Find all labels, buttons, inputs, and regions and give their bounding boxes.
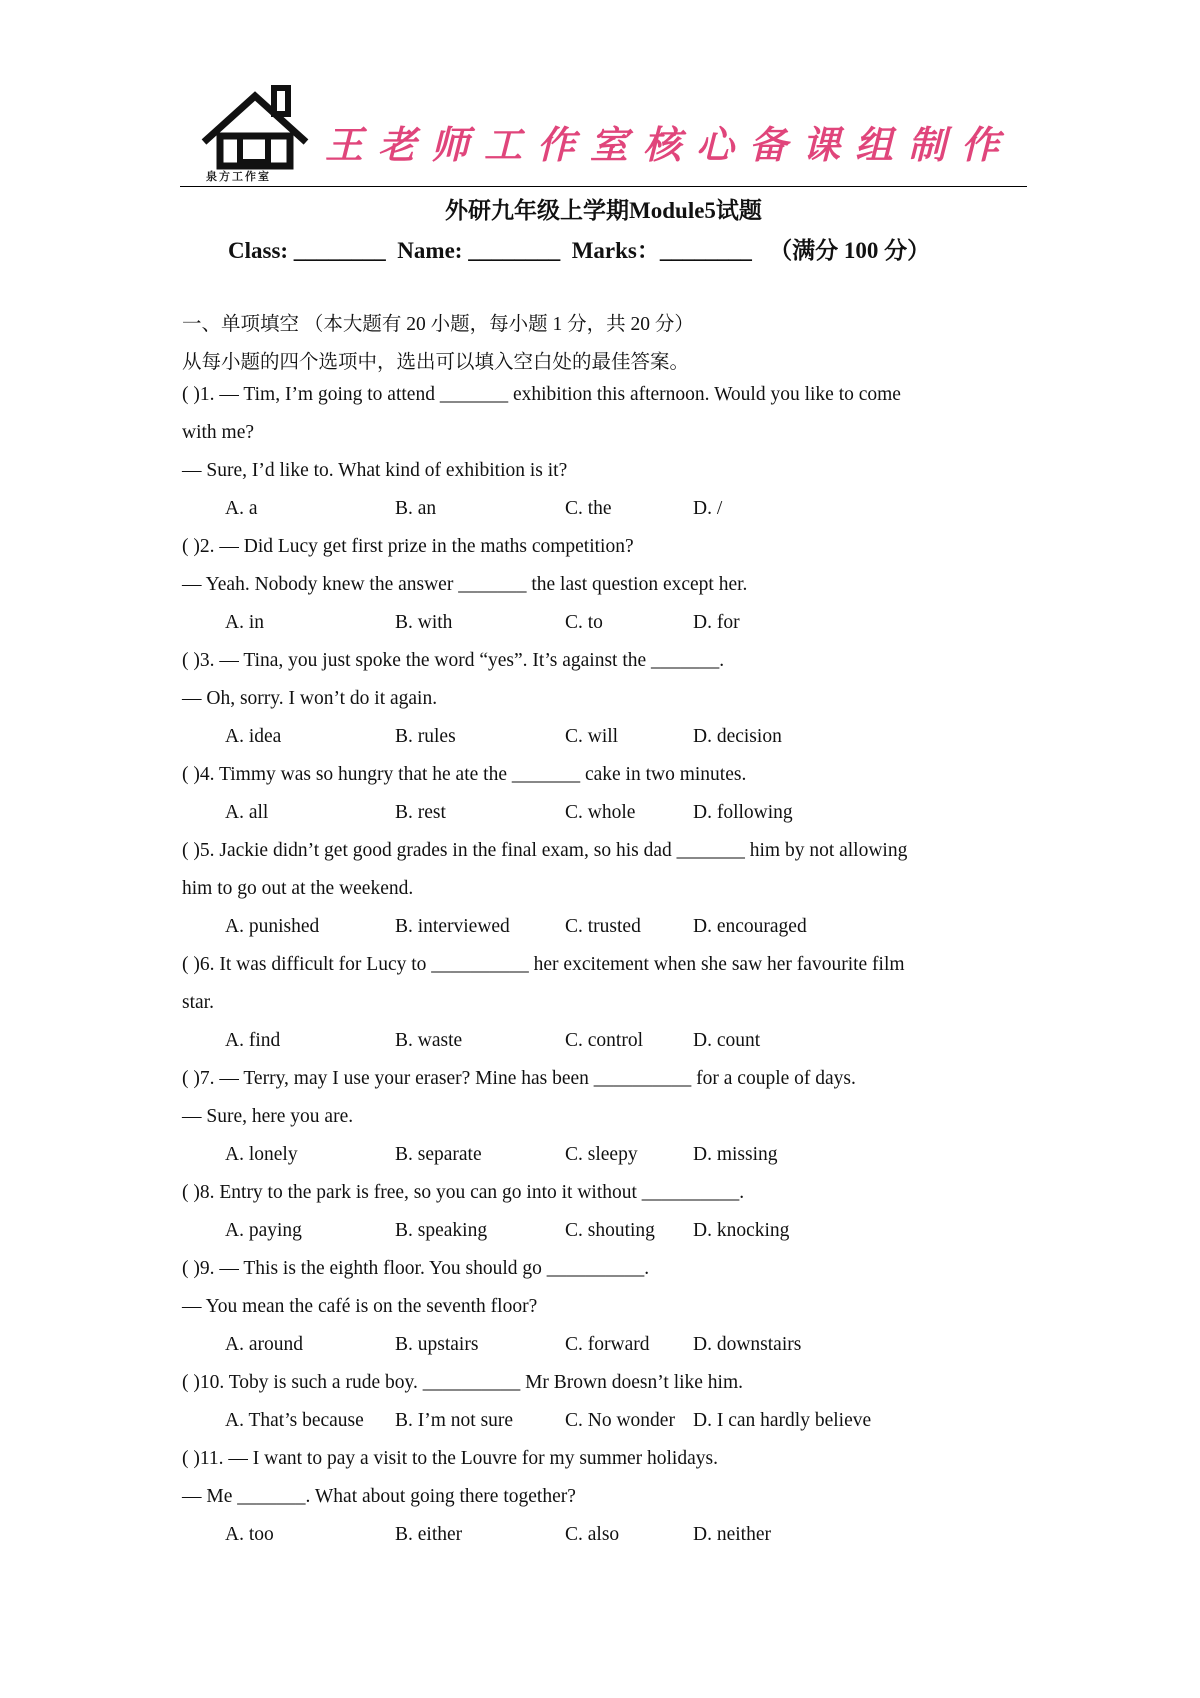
answer-option: A. too [225, 1524, 274, 1545]
answer-option: C. to [565, 612, 603, 633]
answer-option: D. missing [693, 1144, 778, 1165]
answer-option: B. interviewed [395, 916, 510, 937]
answer-option: B. with [395, 612, 453, 633]
question-text-line: ( )8. Entry to the park is free, so you can go into it without __________. [182, 1182, 745, 1203]
answer-option: C. shouting [565, 1220, 655, 1241]
question-text-line: ( )5. Jackie didn’t get good grades in the final exam, so his dad _______ him by not allowing [182, 840, 908, 861]
question-text-line: ( )9. — This is the eighth floor. You should go __________. [182, 1258, 650, 1279]
answer-option: A. around [225, 1334, 303, 1355]
answer-option: D. count [693, 1030, 761, 1051]
question-text-line: ( )2. — Did Lucy get first prize in the maths competition? [182, 536, 634, 557]
question-text-line: ( )4. Timmy was so hungry that he ate the _______ cake in two minutes. [182, 764, 747, 785]
answer-option: A. paying [225, 1220, 302, 1241]
question-text-line: — You mean the café is on the seventh floor? [182, 1296, 538, 1317]
answer-option: C. trusted [565, 916, 641, 937]
header-divider [180, 186, 1027, 187]
answer-option: C. will [565, 726, 619, 747]
question-text-line: star. [182, 992, 214, 1013]
answer-option: D. decision [693, 726, 782, 747]
section-instruction: 从每小题的四个选项中，选出可以填入空白处的最佳答案。 [182, 352, 690, 373]
answer-option: D. / [693, 498, 723, 519]
page-header [200, 84, 1030, 184]
question-text-line: ( )10. Toby is such a rude boy. __________ Mr Brown doesn’t like him. [182, 1372, 744, 1393]
answer-option: B. waste [395, 1030, 463, 1051]
answer-option: A. a [225, 498, 258, 519]
answer-option: D. encouraged [693, 916, 807, 937]
answer-option: A. That’s because [225, 1410, 364, 1431]
studio-banner: 王老师工作室核心备课组制作 [325, 123, 1015, 167]
answer-option: B. rest [395, 802, 446, 823]
answer-option: C. No wonder [565, 1410, 675, 1431]
answer-option: A. idea [225, 726, 282, 747]
answer-option: A. in [225, 612, 264, 633]
answer-option: B. I’m not sure [395, 1410, 514, 1431]
answer-option: A. find [225, 1030, 281, 1051]
question-text-line: ( )6. It was difficult for Lucy to __________ her excitement when she saw her favourite film [182, 954, 905, 975]
logo-caption: 泉方工作室 [206, 170, 271, 183]
question-text-line: — Oh, sorry. I won’t do it again. [182, 688, 438, 709]
answer-option: C. the [565, 498, 612, 519]
answer-option: C. control [565, 1030, 643, 1051]
student-info-line: Class: ________ Name: ________ Marks：________ （满分 100 分） [228, 238, 931, 263]
question-text-line: — Me _______. What about going there together? [182, 1486, 576, 1507]
answer-option: C. whole [565, 802, 636, 823]
answer-option: B. either [395, 1524, 463, 1545]
answer-option: D. for [693, 612, 740, 633]
answer-option: C. sleepy [565, 1144, 638, 1165]
answer-option: B. rules [395, 726, 456, 747]
answer-option: D. following [693, 802, 793, 823]
answer-option: D. I can hardly believe [693, 1410, 872, 1431]
answer-option: B. an [395, 498, 437, 519]
answer-option: A. punished [225, 916, 320, 937]
answer-option: A. lonely [225, 1144, 298, 1165]
question-text-line: with me? [182, 422, 255, 443]
question-text-line: — Yeah. Nobody knew the answer _______ the last question except her. [182, 574, 748, 595]
section-heading: 一、单项填空 （本大题有 20 小题，每小题 1 分，共 20 分） [182, 314, 694, 335]
question-text-line: — Sure, here you are. [182, 1106, 354, 1127]
question-text-line: him to go out at the weekend. [182, 878, 414, 899]
answer-option: D. neither [693, 1524, 771, 1545]
answer-option: B. speaking [395, 1220, 488, 1241]
answer-option: C. also [565, 1524, 620, 1545]
answer-option: A. all [225, 802, 269, 823]
question-text-line: — Sure, I’d like to. What kind of exhibition is it? [182, 460, 568, 481]
question-text-line: ( )11. — I want to pay a visit to the Louvre for my summer holidays. [182, 1448, 718, 1469]
question-text-line: ( )3. — Tina, you just spoke the word “yes”. It’s against the _______. [182, 650, 725, 671]
answer-option: B. upstairs [395, 1334, 479, 1355]
answer-option: C. forward [565, 1334, 650, 1355]
answer-option: D. downstairs [693, 1334, 802, 1355]
answer-option: D. knocking [693, 1220, 790, 1241]
exam-title: 外研九年级上学期Module5试题 [445, 198, 762, 223]
question-text-line: ( )7. — Terry, may I use your eraser? Mine has been __________ for a couple of days. [182, 1068, 856, 1089]
question-text-line: ( )1. — Tim, I’m going to attend _______ exhibition this afternoon. Would you like to come [182, 384, 901, 405]
answer-option: B. separate [395, 1144, 482, 1165]
